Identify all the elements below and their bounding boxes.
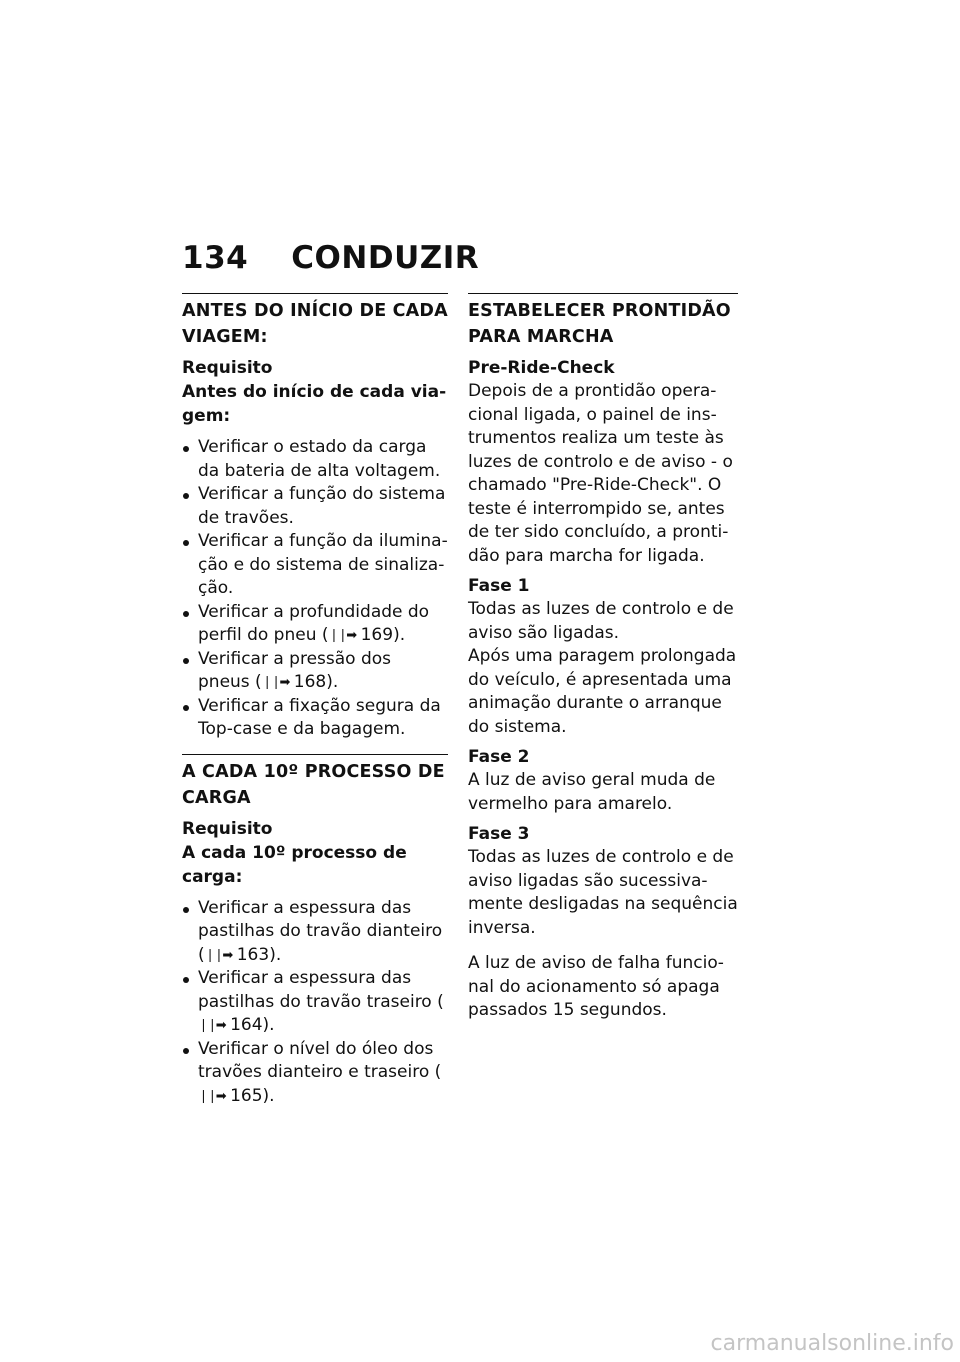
page-reference-arrow-icon: ❘❘➡ (328, 628, 356, 643)
checklist-item-tail: ). (262, 1085, 275, 1106)
checklist-item (182, 436, 448, 483)
checklist-item-text: Verificar o nível do óleo dos travões dianteiro e traseiro ( (198, 1038, 442, 1082)
page-number: 134 (182, 240, 249, 276)
page-reference-arrow-icon: ❘❘➡ (198, 1088, 225, 1104)
checklist-item (182, 648, 448, 695)
checklist-item (182, 897, 448, 968)
requirement-label: Requisito (182, 358, 273, 378)
section-title-ready-to-ride: ESTABELECER PRONTIDÃO PARA MARCHA (468, 301, 731, 347)
checklist-item-text: Verificar a espessura das pastilhas do travão traseiro ( (198, 968, 444, 1012)
page-reference-link[interactable]: 165 (224, 1085, 263, 1106)
section-title-before-trip: ANTES DO INÍCIO DE CADA VIAGEM: (182, 301, 448, 347)
bullet-dot-icon (183, 446, 189, 452)
phase-2-label: Fase 2 (468, 747, 530, 767)
closing-paragraph: A luz de aviso de falha funcional do acionamento só apaga passados 15 segundos. (468, 953, 724, 1020)
checklist-item (182, 695, 448, 742)
page-reference-link[interactable]: 163 (231, 944, 270, 965)
checklist-item-tail: ). (262, 1015, 275, 1035)
intro-paragraph: Depois de a prontidão operacional ligada, o painel de instrumentos realiza um teste às luzes de controlo e de aviso - o chamado "Pre-Ride-Check". O teste é interrompido se, antes de ter sido concluído, a prontidão para marcha for ligada. (468, 381, 733, 566)
checklist-item-text: Verificar a função da iluminação e do sistema de sinalização. (198, 531, 448, 598)
checklist-every-10th-charge (182, 897, 448, 1109)
phase-1-extra-text: Após uma paragem prolongada do veículo, é apresentada uma animação durante o arranque do sistema. (468, 646, 737, 737)
phase-3-label: Fase 3 (468, 824, 530, 844)
bullet-dot-icon (183, 705, 189, 711)
requirement-label: Requisito (182, 818, 273, 839)
bullet-dot-icon (183, 1048, 189, 1054)
checklist-before-trip (182, 436, 448, 742)
phase-1-text: Todas as luzes de controlo e de aviso são ligadas. (468, 599, 734, 643)
bullet-dot-icon (183, 907, 189, 913)
page-reference-arrow-icon: ❘❘➡ (261, 675, 289, 690)
chapter-title: CONDUZIR (291, 240, 480, 276)
page-reference-arrow-icon: ❘❘➡ (204, 947, 232, 963)
phase-3-text: Todas as luzes de controlo e de aviso ligadas são sucessivamente desligadas na sequência inversa. (468, 847, 738, 938)
right-column (468, 293, 738, 1023)
requirement-text: A cada 10º processo de carga: (182, 842, 407, 887)
page-reference-link[interactable]: 169 (355, 625, 394, 645)
section-rule (182, 293, 448, 294)
checklist-item (182, 483, 448, 530)
checklist-item-text: Verificar a pressão dos pneus ( (198, 648, 392, 692)
checklist-item-text: Verificar a espessura das pastilhas do travão dianteiro ( (198, 897, 443, 965)
page-reference-link[interactable]: 168 (288, 672, 327, 692)
page-header (182, 240, 479, 276)
bullet-dot-icon (183, 540, 189, 546)
section-rule (182, 754, 448, 755)
phase-2-text: A luz de aviso geral muda de vermelho para amarelo. (468, 770, 716, 814)
checklist-item (182, 1038, 448, 1109)
checklist-item-text: Verificar o estado da carga da bateria de alta voltagem. (198, 437, 441, 481)
checklist-item-text: Verificar a profundidade do perfil do pneu ( (198, 601, 430, 645)
checklist-item-tail: ). (326, 672, 339, 692)
pre-ride-check-subtitle: Pre-Ride-Check (468, 358, 615, 378)
checklist-item-text: Verificar a fixação segura da Top-case e da bagagem. (198, 695, 441, 739)
section-title-every-10th-charge: A CADA 10º PROCESSO DE CARGA (182, 761, 445, 808)
bullet-dot-icon (183, 611, 189, 617)
phase-1-label: Fase 1 (468, 576, 530, 596)
section-rule (468, 293, 738, 294)
page-reference-arrow-icon: ❘❘➡ (198, 1018, 225, 1033)
checklist-item (182, 530, 448, 601)
left-column (182, 293, 448, 1108)
checklist-item-text: Verificar a função do sistema de travões. (198, 484, 446, 528)
checklist-item-tail: ). (269, 944, 282, 965)
bullet-dot-icon (183, 977, 189, 983)
watermark: carmanualsonline.info (710, 1331, 954, 1356)
bullet-dot-icon (183, 658, 189, 664)
requirement-text: Antes do início de cada viagem: (182, 382, 447, 426)
checklist-item-tail: ). (393, 625, 406, 645)
checklist-item (182, 967, 448, 1038)
bullet-dot-icon (183, 493, 189, 499)
page-reference-link[interactable]: 164 (224, 1015, 263, 1035)
checklist-item (182, 601, 448, 648)
